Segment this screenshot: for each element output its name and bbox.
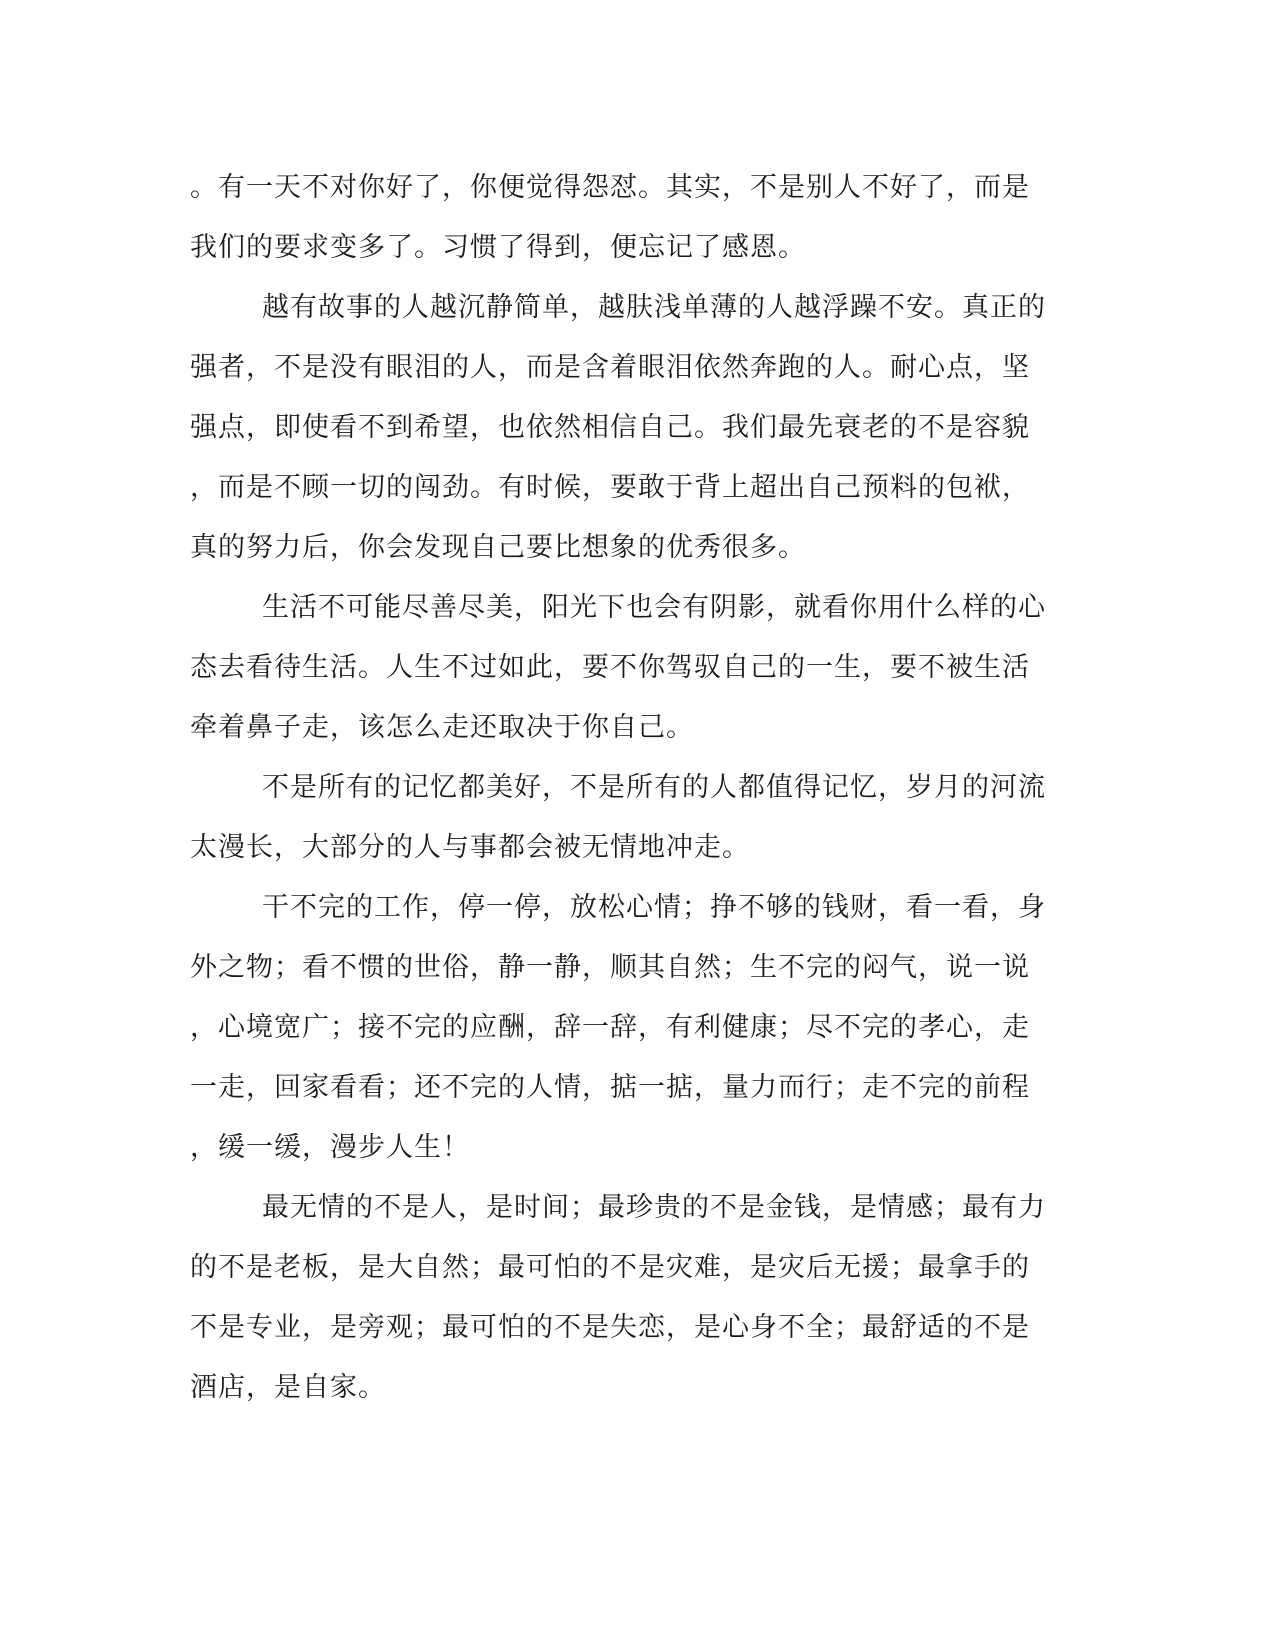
text-line: 的不是老板，是大自然；最可怕的不是灾难，是灾后无援；最拿手的 (190, 1252, 1030, 1283)
text-line: ，缓一缓，漫步人生！ (190, 1132, 470, 1163)
text-line: 不是专业，是旁观；最可怕的不是失恋，是心身不全；最舒适的不是 (190, 1312, 1030, 1343)
text-line: 太漫长，大部分的人与事都会被无情地冲走。 (190, 832, 750, 863)
text-line: 。有一天不对你好了，你便觉得怨怼。其实，不是别人不好了，而是 (190, 172, 1030, 203)
text-line: 干不完的工作，停一停，放松心情；挣不够的钱财，看一看，身 (262, 892, 1046, 923)
paragraph-strength (190, 278, 1090, 578)
text-line: 生活不可能尽善尽美，阳光下也会有阴影，就看你用什么样的心 (262, 592, 1046, 623)
text-line: ，心境宽广；接不完的应酬，辞一辞，有利健康；尽不完的孝心，走 (190, 1012, 1030, 1043)
text-line: ，而是不顾一切的闯劲。有时候，要敢于背上超出自己预料的包袱， (190, 472, 1030, 503)
text-line: 最无情的不是人，是时间；最珍贵的不是金钱，是情感；最有力 (262, 1192, 1046, 1223)
text-line: 酒店，是自家。 (190, 1372, 386, 1403)
text-line: 一走，回家看看；还不完的人情，掂一掂，量力而行；走不完的前程 (190, 1072, 1030, 1103)
text-line: 真的努力后，你会发现自己要比想象的优秀很多。 (190, 532, 806, 563)
text-line: 我们的要求变多了。习惯了得到，便忘记了感恩。 (190, 232, 806, 263)
paragraph-most (190, 1178, 1090, 1418)
document-body (190, 158, 1090, 1418)
text-line: 外之物；看不惯的世俗，静一静，顺其自然；生不完的闷气，说一说 (190, 952, 1030, 983)
paragraph-gratitude (190, 158, 1090, 278)
text-line: 强点，即使看不到希望，也依然相信自己。我们最先衰老的不是容貌 (190, 412, 1030, 443)
text-line: 不是所有的记忆都美好，不是所有的人都值得记忆，岁月的河流 (262, 772, 1046, 803)
paragraph-memory (190, 758, 1090, 878)
text-line: 牵着鼻子走，该怎么走还取决于你自己。 (190, 712, 694, 743)
text-line: 态去看待生活。人生不过如此，要不你驾驭自己的一生，要不被生活 (190, 652, 1030, 683)
text-line: 强者，不是没有眼泪的人，而是含着眼泪依然奔跑的人。耐心点，坚 (190, 352, 1030, 383)
paragraph-balance (190, 878, 1090, 1178)
text-line: 越有故事的人越沉静简单，越肤浅单薄的人越浮躁不安。真正的 (262, 292, 1046, 323)
paragraph-life-attitude (190, 578, 1090, 758)
